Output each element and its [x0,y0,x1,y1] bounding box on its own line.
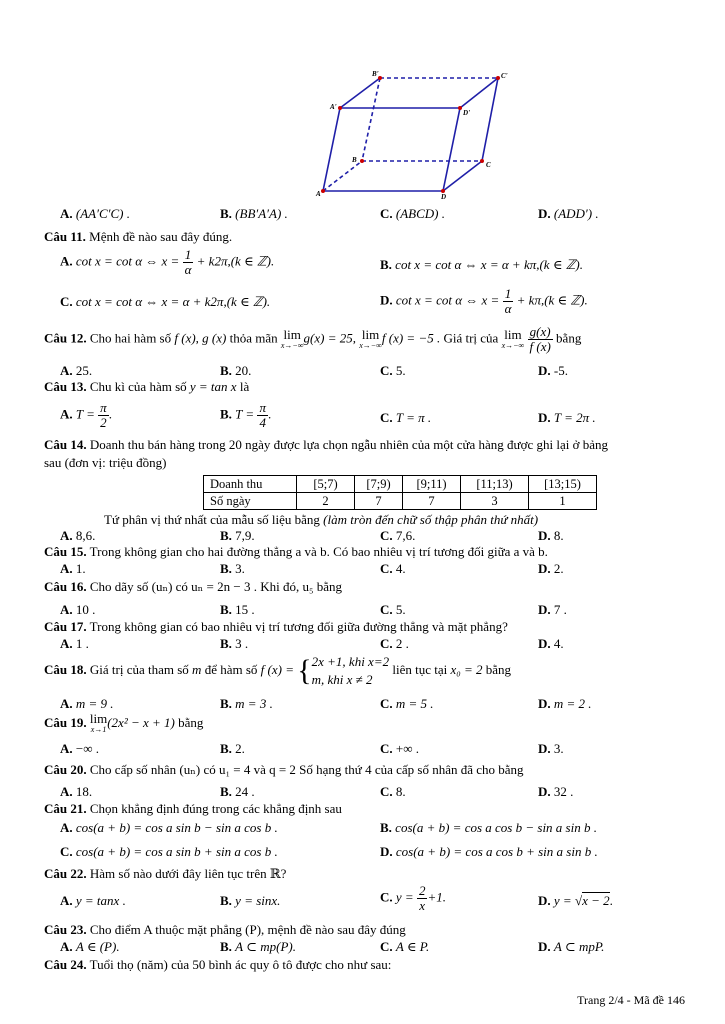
q17-b-text: 3 . [235,636,249,651]
q23-d-label: D. [538,939,551,954]
q20-c-text: 8. [395,784,406,799]
q18-d-label: D. [538,696,551,711]
q19-options [60,741,680,759]
q19-b-text: 2. [235,741,245,756]
q15-c-text: 4. [395,561,406,576]
q17-b-label: B. [220,636,232,651]
q11-b-label: B. [380,257,392,272]
q24-label: Câu 24. [44,957,87,972]
q13-text: Chu kì của hàm số [89,379,187,394]
q12-frac-num: g(x) [528,325,553,340]
q12-b-text: 20. [235,363,252,378]
q14-a-text: 8,6. [75,528,96,543]
q16-a-text: 10 . [75,602,96,617]
q12-c-text: 5. [395,363,406,378]
q16-c-label: C. [380,602,393,617]
q17-c-text: 2 . [395,636,409,651]
q22-c-num: 2 [418,883,426,898]
q11-a-label: A. [60,253,73,269]
q14-text-line2: sau (đơn vị: triệu đồng) [44,455,167,470]
q19-d-label: D. [538,741,551,756]
q22-d-label: D. [538,893,551,908]
q21-a-label: A. [60,820,73,835]
q12-b-label: B. [220,363,232,378]
q20-stem [44,762,524,778]
q10-d-text: (ADD′) . [553,206,599,221]
q21-text: Chọn khẳng định đúng trong các khẳng định sau [89,801,342,816]
q12-lim2-sub: x→−∞ [359,340,382,350]
q21-d-text: cos(a + b) = cos a cos b + sin a sin b . [395,844,598,859]
q19-d-text: 3. [553,741,564,756]
q13-d-label: D. [538,410,551,425]
q12-lim1-word: lim [283,326,301,342]
q13-stem [44,379,249,395]
q13-d-text: T = 2π . [553,410,596,425]
q15-a-label: A. [60,561,73,576]
label-b: B [352,156,357,164]
q15-d-text: 2. [553,561,564,576]
q12-lim1-val: g(x) = 25, [303,330,356,346]
q22-c-label: C. [380,889,393,905]
q21-label: Câu 21. [44,801,87,816]
table-cell: 7 [403,493,461,510]
q20-c-label: C. [380,784,393,799]
q11-d-label: D. [380,292,393,308]
q13-b-den: 4 [259,415,266,430]
q20-a-label: A. [60,784,73,799]
q20-text: Cho cấp số nhân (uₙ) có u₁ = 4 và q = 2 Số hạng thứ 4 của cấp số nhân đã cho bằng [89,762,524,777]
table-cell: [5;7) [297,476,355,493]
q18-case2: m, khi x ≠ 2 [311,672,373,687]
page-footer: Trang 2/4 - Mã đề 146 [577,993,685,1007]
q21-row1 [60,820,680,838]
table-cell: 1 [529,493,597,510]
q12-a-text: 25. [75,363,93,378]
q18-fx: f (x) = [260,661,294,677]
table-row [204,493,597,510]
q14-label: Câu 14. [44,437,87,452]
q13-a-label: A. [60,406,73,422]
q15-options [60,561,680,579]
label-a: A [316,190,321,198]
q21-c-label: C. [60,844,73,859]
q23-a-text: A ∈ (P). [75,939,120,954]
q22-d-sqrt: x − 2 [582,893,610,908]
q11-row1 [60,248,680,282]
q16-text: Cho dãy số (uₙ) có uₙ = 2n − 3 . Khi đó, u₅ bằng [89,579,343,594]
q20-d-text: 32 . [553,784,574,799]
q11-row2 [60,287,680,321]
q12-text2: thỏa mãn [229,330,278,346]
q16-b-text: 15 . [235,602,255,617]
q15-d-label: D. [538,561,551,576]
q13-a-pre: T = [75,406,95,422]
q12-lim3-word: lim [504,326,522,342]
q18-case1: 2x +1, khi x=2 [311,654,390,669]
q11-d-pre: cot x = cot α ⇔ x = [395,292,500,308]
q14-after-text: Tứ phân vị thứ nhất của mẫu số liệu bằng [104,512,320,527]
q17-text: Trong không gian có bao nhiêu vị trí tương đối giữa đường thẳng và mặt phẳng? [89,619,508,634]
label-a-prime: A' [330,103,337,111]
q12-text3: Giá trị của [443,330,499,346]
q14-text-line1: Doanh thu bán hàng trong 20 ngày được lựa chọn ngẫu nhiên của một cửa hàng được ghi lại ở bảng [89,437,608,452]
q14-after-italic: (làm tròn đến chữ số thập phân thứ nhất) [323,512,539,527]
q17-c-label: C. [380,636,393,651]
q13-a-den: 2 [100,415,107,430]
q12-lim2-word: lim [361,326,380,342]
table-cell: 7 [355,493,403,510]
q13-label: Câu 13. [44,379,87,394]
q10-options [60,206,680,224]
q19-stem [44,713,203,735]
q18-text1: Giá trị của tham số [89,661,189,677]
q18-b-text: m = 3 . [235,696,273,711]
q14-a-label: A. [60,528,73,543]
q22-a-label: A. [60,893,73,908]
revenue-table [203,475,597,510]
q12-lim1-sub: x→−∞ [280,340,304,350]
q11-stem [44,229,232,245]
q21-stem [44,801,342,817]
label-c-prime: C' [501,72,508,80]
q18-text2: để hàm số [204,661,258,677]
q15-b-text: 3. [235,561,245,576]
q12-text4: bằng [556,330,582,346]
q18-text4: bằng [485,661,512,677]
parallelepiped-figure [310,66,520,202]
q12-text1: Cho hai hàm số [89,330,172,346]
q22-stem [44,866,286,882]
label-b-prime: B' [372,70,379,78]
table-cell: Doanh thu [204,476,297,493]
q16-a-label: A. [60,602,73,617]
q12-c-label: C. [380,363,393,378]
q10-c-label: C. [380,206,393,221]
q12-a-label: A. [60,363,73,378]
q20-label: Câu 20. [44,762,87,777]
q17-a-label: A. [60,636,73,651]
q21-b-text: cos(a + b) = cos a cos b − sin a sin b . [395,820,597,835]
q10-c-text: (ABCD) . [395,206,445,221]
q23-b-text: A ⊂ mp(P). [235,939,297,954]
q23-a-label: A. [60,939,73,954]
q19-lim-word: lim [89,711,108,726]
q19-label: Câu 19. [44,714,87,730]
q10-a-text: (AA′C′C) . [75,206,130,221]
q15-stem [44,544,548,560]
q18-m: m [192,661,202,677]
q17-options [60,636,680,654]
q19-text: bằng [178,714,204,730]
q16-c-text: 5. [395,602,406,617]
q18-b-label: B. [220,696,232,711]
table-row [204,476,597,493]
q23-c-label: C. [380,939,393,954]
q11-a-post: + k2π,(k ∈ ℤ). [196,253,275,269]
q23-text: Cho điểm A thuộc mặt phẳng (P), mệnh đề nào sau đây đúng [89,922,406,937]
q14-after [104,512,538,528]
q19-c-label: C. [380,741,393,756]
q19-expr: (2x² − x + 1) [107,714,175,730]
q14-c-text: 7,6. [395,528,416,543]
q13-b-post: . [267,406,272,422]
q21-a-text: cos(a + b) = cos a sin b − sin a cos b . [75,820,278,835]
q23-c-text: A ∈ P. [395,939,430,954]
q14-b-text: 7,9. [235,528,255,543]
q11-a-num: 1 [183,248,194,263]
table-cell: Số ngày [204,493,297,510]
q22-b-label: B. [220,893,232,908]
q17-d-label: D. [538,636,551,651]
q17-label: Câu 17. [44,619,87,634]
q14-b-label: B. [220,528,232,543]
q19-a-label: A. [60,741,73,756]
q21-d-label: D. [380,844,393,859]
q11-d-post: + kπ,(k ∈ ℤ). [516,292,588,308]
q13-c-text: T = π . [395,410,432,425]
q14-stem-line2 [44,455,166,471]
q22-b-text: y = sinx. [235,893,281,908]
q12-frac-den: f (x) [529,339,551,354]
q16-d-text: 7 . [553,602,567,617]
q19-a-text: −∞ . [75,741,99,756]
q18-text3: liên tục tại [392,661,448,677]
q15-b-label: B. [220,561,232,576]
q20-b-text: 24 . [235,784,255,799]
q11-d-den: α [504,301,512,316]
q13-c-label: C. [380,410,393,425]
table-cell: [7;9) [355,476,403,493]
q22-d-pre: y = [553,893,572,908]
q18-options [60,696,680,714]
q23-b-label: B. [220,939,232,954]
q22-text: Hàm số nào dưới đây liên tục trên ℝ? [89,866,287,881]
q16-label: Câu 16. [44,579,87,594]
q20-options [60,784,680,802]
q12-lim3-sub: x→−∞ [501,340,525,350]
q22-c-post: +1. [427,889,446,905]
q22-options: A. y = tanx . B. y = sinx. C. y = $\frac{2}{x}$ +1. D. y = √x − 2. [60,883,613,913]
q19-b-label: B. [220,741,232,756]
q18-stem: Câu 18. Giá trị của tham số m để hàm số f (x) = { 2x +1, khi x=2 m, khi x ≠ 2 liên tục tại x₀ = 2 bằng [44,654,512,687]
q18-c-text: m = 5 . [395,696,434,711]
q13-b-num: π [259,400,266,415]
q11-c-text: cot x = cot α ⇔ x = α + k2π,(k ∈ ℤ). [75,294,271,309]
q13-options [60,401,680,435]
q12-stem [44,325,581,354]
q11-text: Mệnh đề nào sau đây đúng. [89,229,233,244]
q23-d-text: A ⊂ mpP. [553,939,605,954]
q18-d-text: m = 2 . [553,696,592,711]
q20-b-label: B. [220,784,232,799]
q15-a-text: 1. [75,561,86,576]
q21-row2 [60,844,680,862]
q21-b-label: B. [380,820,392,835]
q22-c-den: x [419,898,426,913]
table-cell: 2 [297,493,355,510]
q15-text: Trong không gian cho hai đường thẳng a và b. Có bao nhiêu vị trí tương đối giữa a và b. [89,544,548,559]
q10-d-label: D. [538,206,551,221]
q10-b-text: (BB′A′A) . [235,206,288,221]
q11-c-label: C. [60,294,73,309]
q13-expr: y = tan x [189,379,237,394]
q17-stem [44,619,508,635]
q24-stem [44,957,391,973]
q13-a-num: π [100,400,107,415]
q10-a-label: A. [60,206,73,221]
q12-d-label: D. [538,363,551,378]
q23-stem [44,922,406,938]
q20-d-label: D. [538,784,551,799]
q22-a-text: y = tanx . [75,893,126,908]
q24-text: Tuổi thọ (năm) của 50 bình ác quy ô tô được cho như sau: [89,957,392,972]
q18-label: Câu 18. [44,661,87,677]
label-d-prime: D' [463,109,470,117]
q11-a-den: α [184,262,192,277]
label-c: C [486,161,491,169]
q18-c-label: C. [380,696,393,711]
q20-a-text: 18. [75,784,93,799]
q18-a-label: A. [60,696,73,711]
q13-a-post: . [108,406,112,422]
q16-stem [44,579,342,595]
q19-c-text: +∞ . [395,741,419,756]
q11-label: Câu 11. [44,229,86,244]
q10-b-label: B. [220,206,232,221]
q18-x0: x₀ = 2 [450,661,483,677]
q17-d-text: 4. [553,636,564,651]
q11-b-text: cot x = cot α ⇔ x = α + kπ,(k ∈ ℤ). [395,257,583,272]
q11-d-num: 1 [503,287,514,302]
q18-a-text: m = 9 . [75,696,114,711]
q19-lim-sub: x→1 [90,725,107,734]
q14-d-label: D. [538,528,551,543]
q16-d-label: D. [538,602,551,617]
q12-label: Câu 12. [44,330,87,346]
q13-b-label: B. [220,406,232,422]
q21-c-text: cos(a + b) = cos a sin b + sin a cos b . [75,844,278,859]
q15-label: Câu 15. [44,544,87,559]
q14-c-label: C. [380,528,393,543]
q16-b-label: B. [220,602,232,617]
q12-lim2-val: f (x) = −5 . [381,330,441,346]
q12-d-text: -5. [553,363,568,378]
q16-options [60,602,680,620]
q22-d-post: . [609,893,613,908]
q22-c-pre: y = [395,889,414,905]
q23-options [60,939,680,957]
q23-label: Câu 23. [44,922,87,937]
q17-a-text: 1 . [75,636,89,651]
label-d: D [441,193,447,201]
q12-funcs: f (x), g (x) [174,330,227,346]
q14-stem-line1 [44,437,608,453]
q11-a-pre: cot x = cot α ⇔ x = [75,253,180,269]
table-cell: [9;11) [403,476,461,493]
q14-d-text: 8. [553,528,564,543]
table-cell: [11;13) [461,476,529,493]
q22-label: Câu 22. [44,866,87,881]
q13-text2: là [239,379,250,394]
table-cell: [13;15) [529,476,597,493]
q15-c-label: C. [380,561,393,576]
q13-b-pre: T = [235,406,255,422]
table-cell: 3 [461,493,529,510]
